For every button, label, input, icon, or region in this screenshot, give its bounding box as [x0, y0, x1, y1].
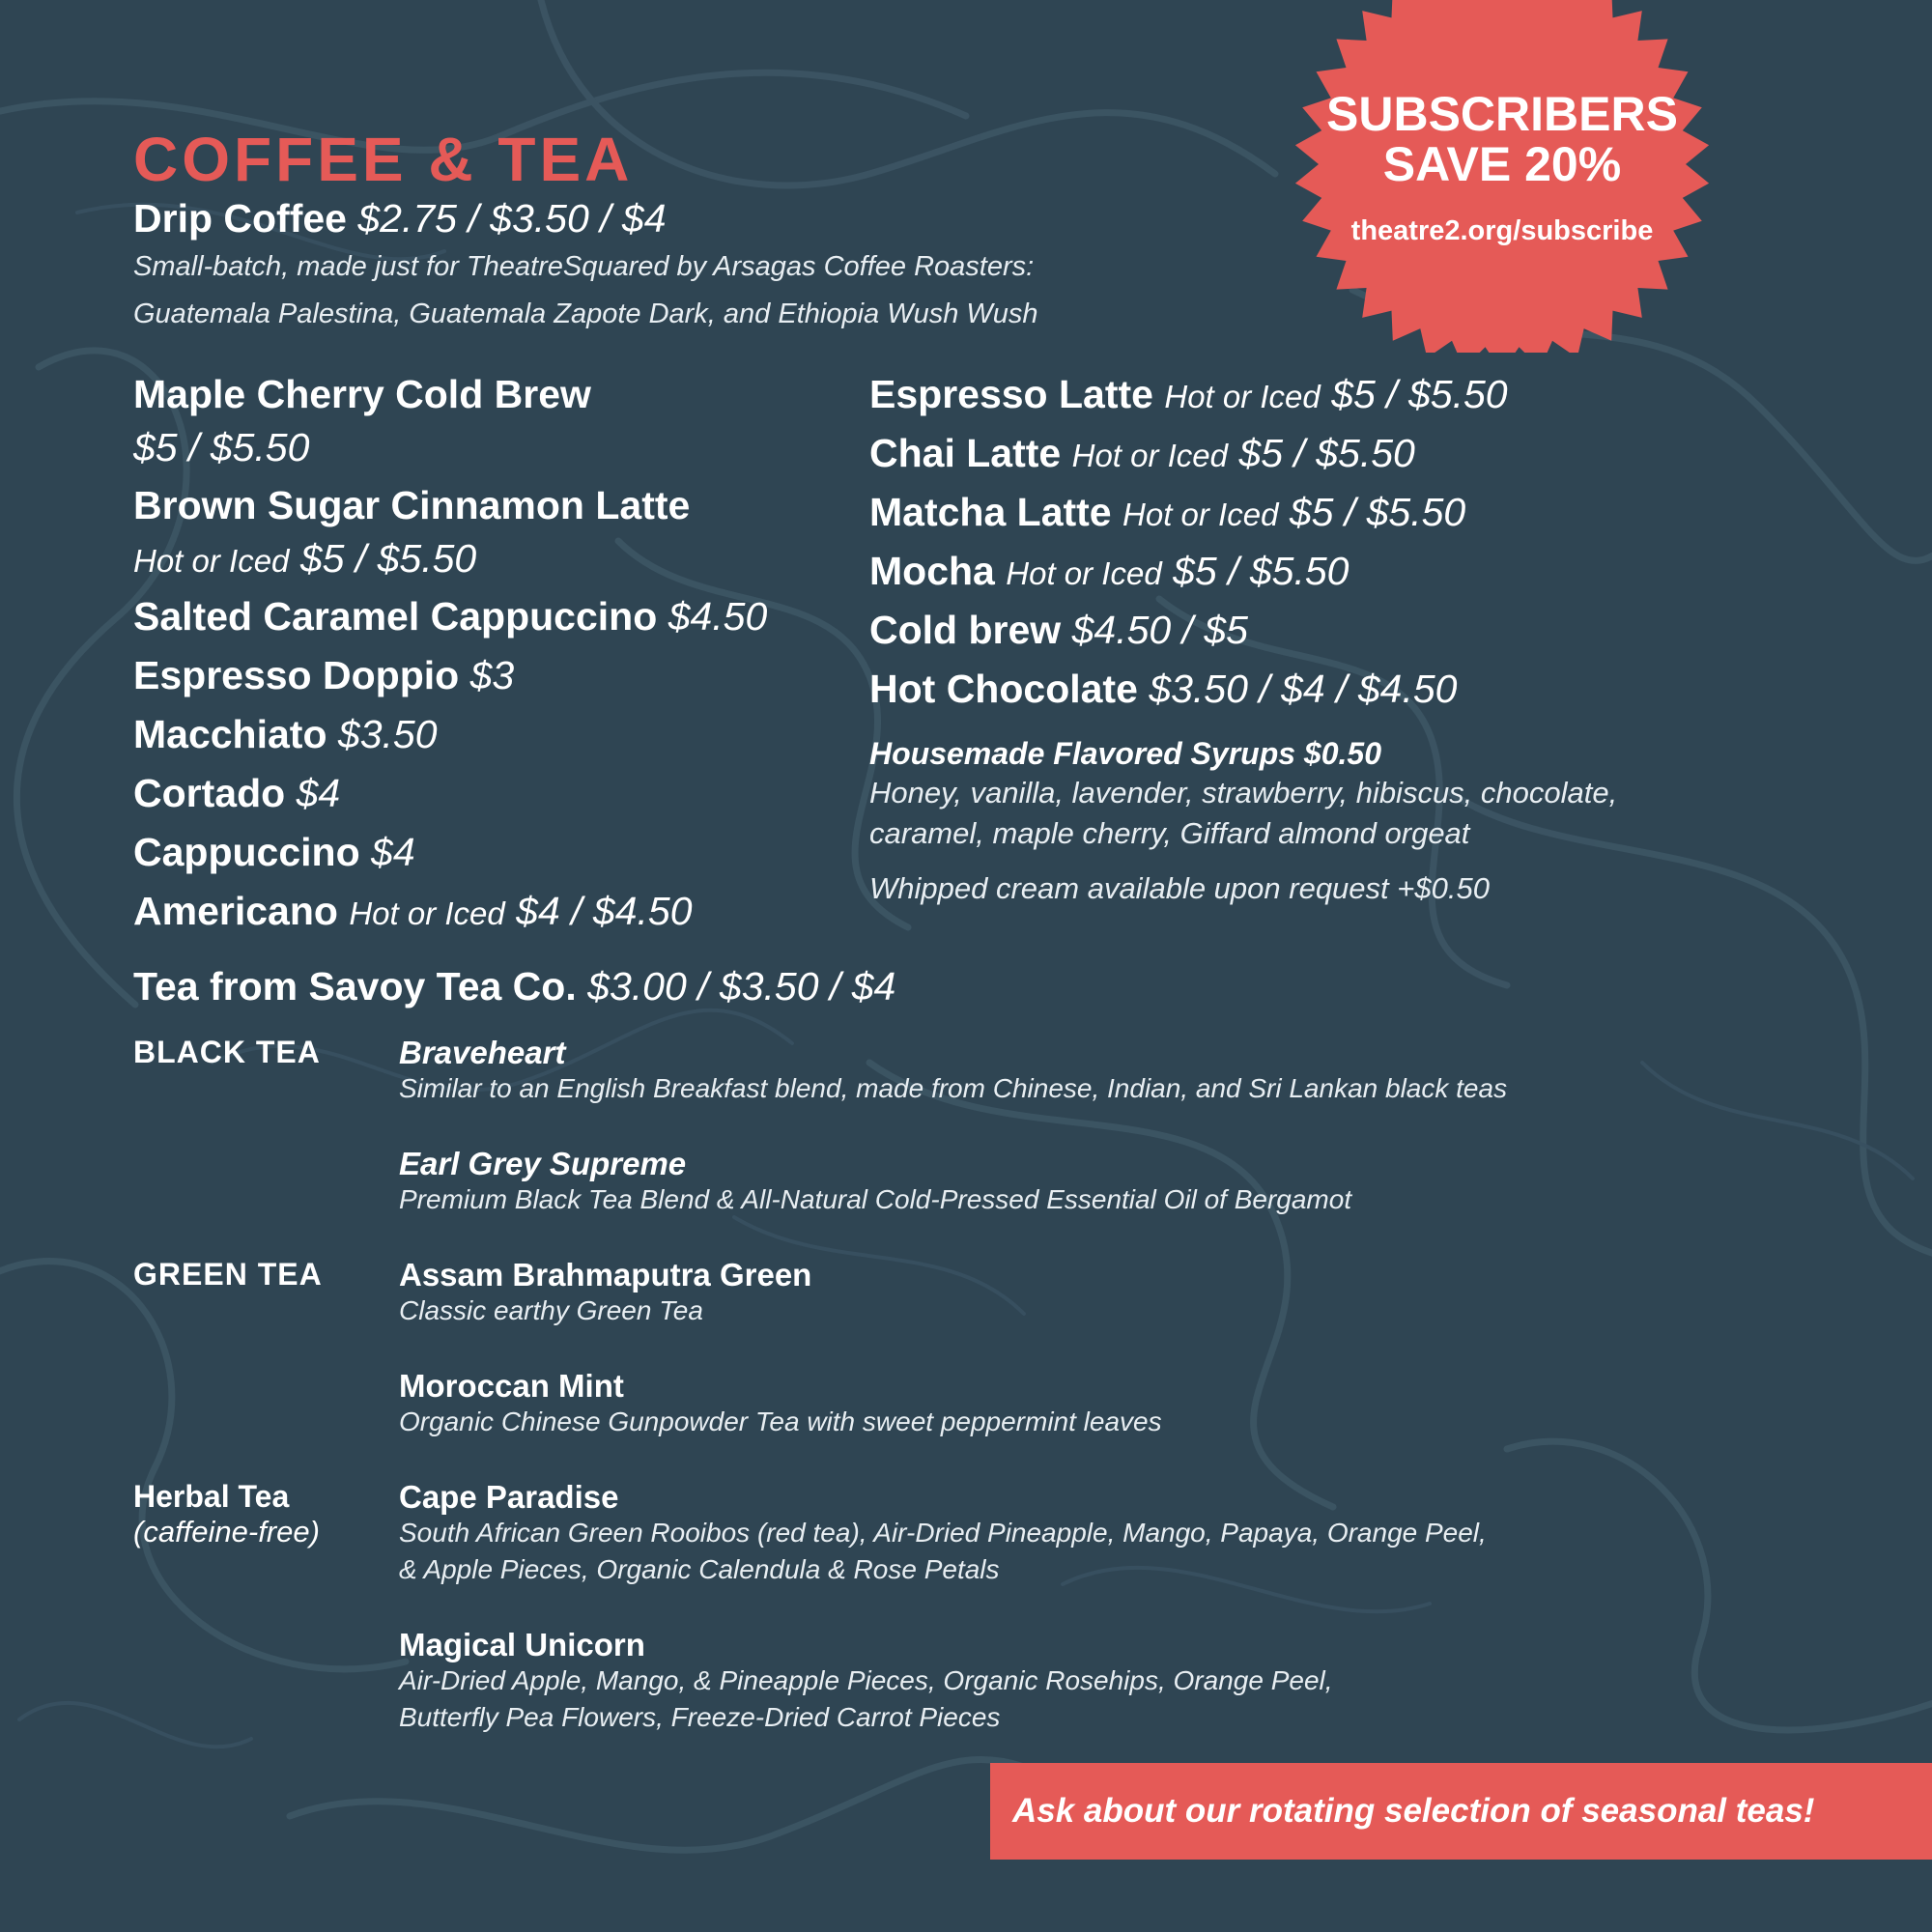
syrups-title: Housemade Flavored Syrups $0.50 — [869, 736, 1381, 771]
category-green-tea: GREEN TEA — [133, 1257, 323, 1292]
menu-item-name: Matcha Latte — [869, 490, 1112, 534]
tea-header-price: $3.00 / $3.50 / $4 — [587, 964, 896, 1009]
left-menu-column — [133, 372, 810, 952]
menu-item-price: $3.50 / $4 / $4.50 — [1149, 667, 1458, 711]
category-herbal-tea: Herbal Tea — [133, 1479, 290, 1514]
menu-item-name: Americano — [133, 889, 338, 933]
drip-coffee-desc-1: Small-batch, made just for TheatreSquared by Arsagas Coffee Roasters: — [133, 251, 1035, 282]
tea-name-braveheart: Braveheart — [399, 1035, 566, 1070]
menu-item-name: Mocha — [869, 549, 995, 593]
menu-item-price: $5 / $5.50 — [1173, 549, 1350, 593]
menu-item-price: $3.50 — [337, 712, 438, 756]
menu-item-name: Brown Sugar Cinnamon Latte — [133, 483, 691, 527]
tea-desc-assam: Classic earthy Green Tea — [399, 1295, 703, 1325]
tea-desc-braveheart: Similar to an English Breakfast blend, made from Chinese, Indian, and Sri Lankan black teas — [399, 1073, 1508, 1103]
menu-item-price: $5 / $5.50 — [1331, 372, 1508, 416]
menu-item-price: $4.50 / $5 — [1071, 608, 1248, 652]
menu-item-option: Hot or Iced — [1006, 555, 1162, 591]
menu-item-option: Hot or Iced — [1122, 497, 1279, 532]
right-menu-column — [869, 372, 1835, 913]
badge-line2: SAVE 20% — [1382, 137, 1622, 191]
menu-item-name: Cortado — [133, 771, 286, 815]
badge-url[interactable]: theatre2.org/subscribe — [1350, 215, 1654, 246]
tea-desc-earl-grey: Premium Black Tea Blend & All-Natural Cold-Pressed Essential Oil of Bergamot — [399, 1184, 1352, 1214]
section-title: COFFEE & TEA — [133, 125, 634, 194]
menu-item-price: $4 / $4.50 — [516, 889, 693, 933]
menu-item-name: Hot Chocolate — [869, 667, 1138, 711]
tea-name-magical-unicorn: Magical Unicorn — [399, 1627, 645, 1662]
tea-desc-magical-unicorn-1: Air-Dried Apple, Mango, & Pineapple Pieces, Organic Rosehips, Orange Peel, — [399, 1665, 1333, 1695]
menu-item-option: Hot or Iced — [349, 895, 505, 931]
badge-line1: SUBSCRIBERS — [1326, 87, 1678, 141]
tea-header-name: Tea from Savoy Tea Co. — [133, 964, 577, 1009]
menu-item-name: Chai Latte — [869, 431, 1062, 475]
tea-name-earl-grey: Earl Grey Supreme — [399, 1146, 687, 1181]
menu-item-option: Hot or Iced — [133, 543, 290, 579]
menu-item-price: $5 / $5.50 — [1289, 490, 1466, 534]
menu-item-name: Cold brew — [869, 608, 1062, 652]
tea-desc-moroccan-mint: Organic Chinese Gunpowder Tea with sweet peppermint leaves — [399, 1406, 1162, 1436]
drip-coffee-name: Drip Coffee — [133, 196, 347, 241]
drip-coffee-desc-2: Guatemala Palestina, Guatemala Zapote Dark, and Ethiopia Wush Wush — [133, 298, 1038, 329]
tea-name-moroccan-mint: Moroccan Mint — [399, 1368, 624, 1404]
menu-item-name: Cappuccino — [133, 830, 360, 874]
menu-item-name: Espresso Doppio — [133, 653, 460, 697]
tea-header — [133, 964, 895, 1009]
menu-item-price: $4 — [371, 830, 415, 874]
menu-item-price: $4 — [296, 771, 341, 815]
seasonal-teas-banner — [990, 1763, 1932, 1860]
syrups-list-1: Honey, vanilla, lavender, strawberry, hibiscus, chocolate, — [869, 776, 1618, 810]
herbal-caffeine-note: (caffeine-free) — [133, 1515, 320, 1548]
tea-desc-cape-paradise-2: & Apple Pieces, Organic Calendula & Rose Petals — [399, 1554, 1000, 1584]
menu-item-name: Espresso Latte — [869, 372, 1153, 416]
tea-list — [399, 1035, 1655, 1749]
menu-item-option: Hot or Iced — [1071, 438, 1229, 473]
menu-item-price: $5 / $5.50 — [299, 536, 477, 581]
subscriber-badge[interactable] — [1265, 0, 1710, 353]
whipped-cream-note: Whipped cream available upon request +$0.50 — [869, 871, 1490, 905]
menu-item-name: Macchiato — [133, 712, 327, 756]
menu-item-price: $4.50 — [668, 594, 768, 639]
seasonal-teas-text: Ask about our rotating selection of seasonal teas! — [1012, 1792, 1815, 1830]
menu-item-price: $5 / $5.50 — [1238, 431, 1415, 475]
menu-item-option: Hot or Iced — [1164, 379, 1321, 414]
menu-item-price: $5 / $5.50 — [133, 425, 310, 469]
menu-item-name: Salted Caramel Cappuccino — [133, 594, 658, 639]
tea-name-cape-paradise: Cape Paradise — [399, 1479, 619, 1515]
tea-desc-cape-paradise-1: South African Green Rooibos (red tea), Air-Dried Pineapple, Mango, Papaya, Orange Peel, — [399, 1518, 1487, 1548]
syrups-list-2: caramel, maple cherry, Giffard almond orgeat — [869, 816, 1470, 850]
category-black-tea: BLACK TEA — [133, 1035, 321, 1069]
drip-coffee-price: $2.75 / $3.50 / $4 — [357, 196, 667, 241]
tea-desc-magical-unicorn-2: Butterfly Pea Flowers, Freeze-Dried Carrot Pieces — [399, 1702, 1001, 1732]
menu-item-price: $3 — [469, 653, 515, 697]
tea-name-assam: Assam Brahmaputra Green — [399, 1257, 812, 1293]
menu-item-name: Maple Cherry Cold Brew — [133, 372, 591, 416]
